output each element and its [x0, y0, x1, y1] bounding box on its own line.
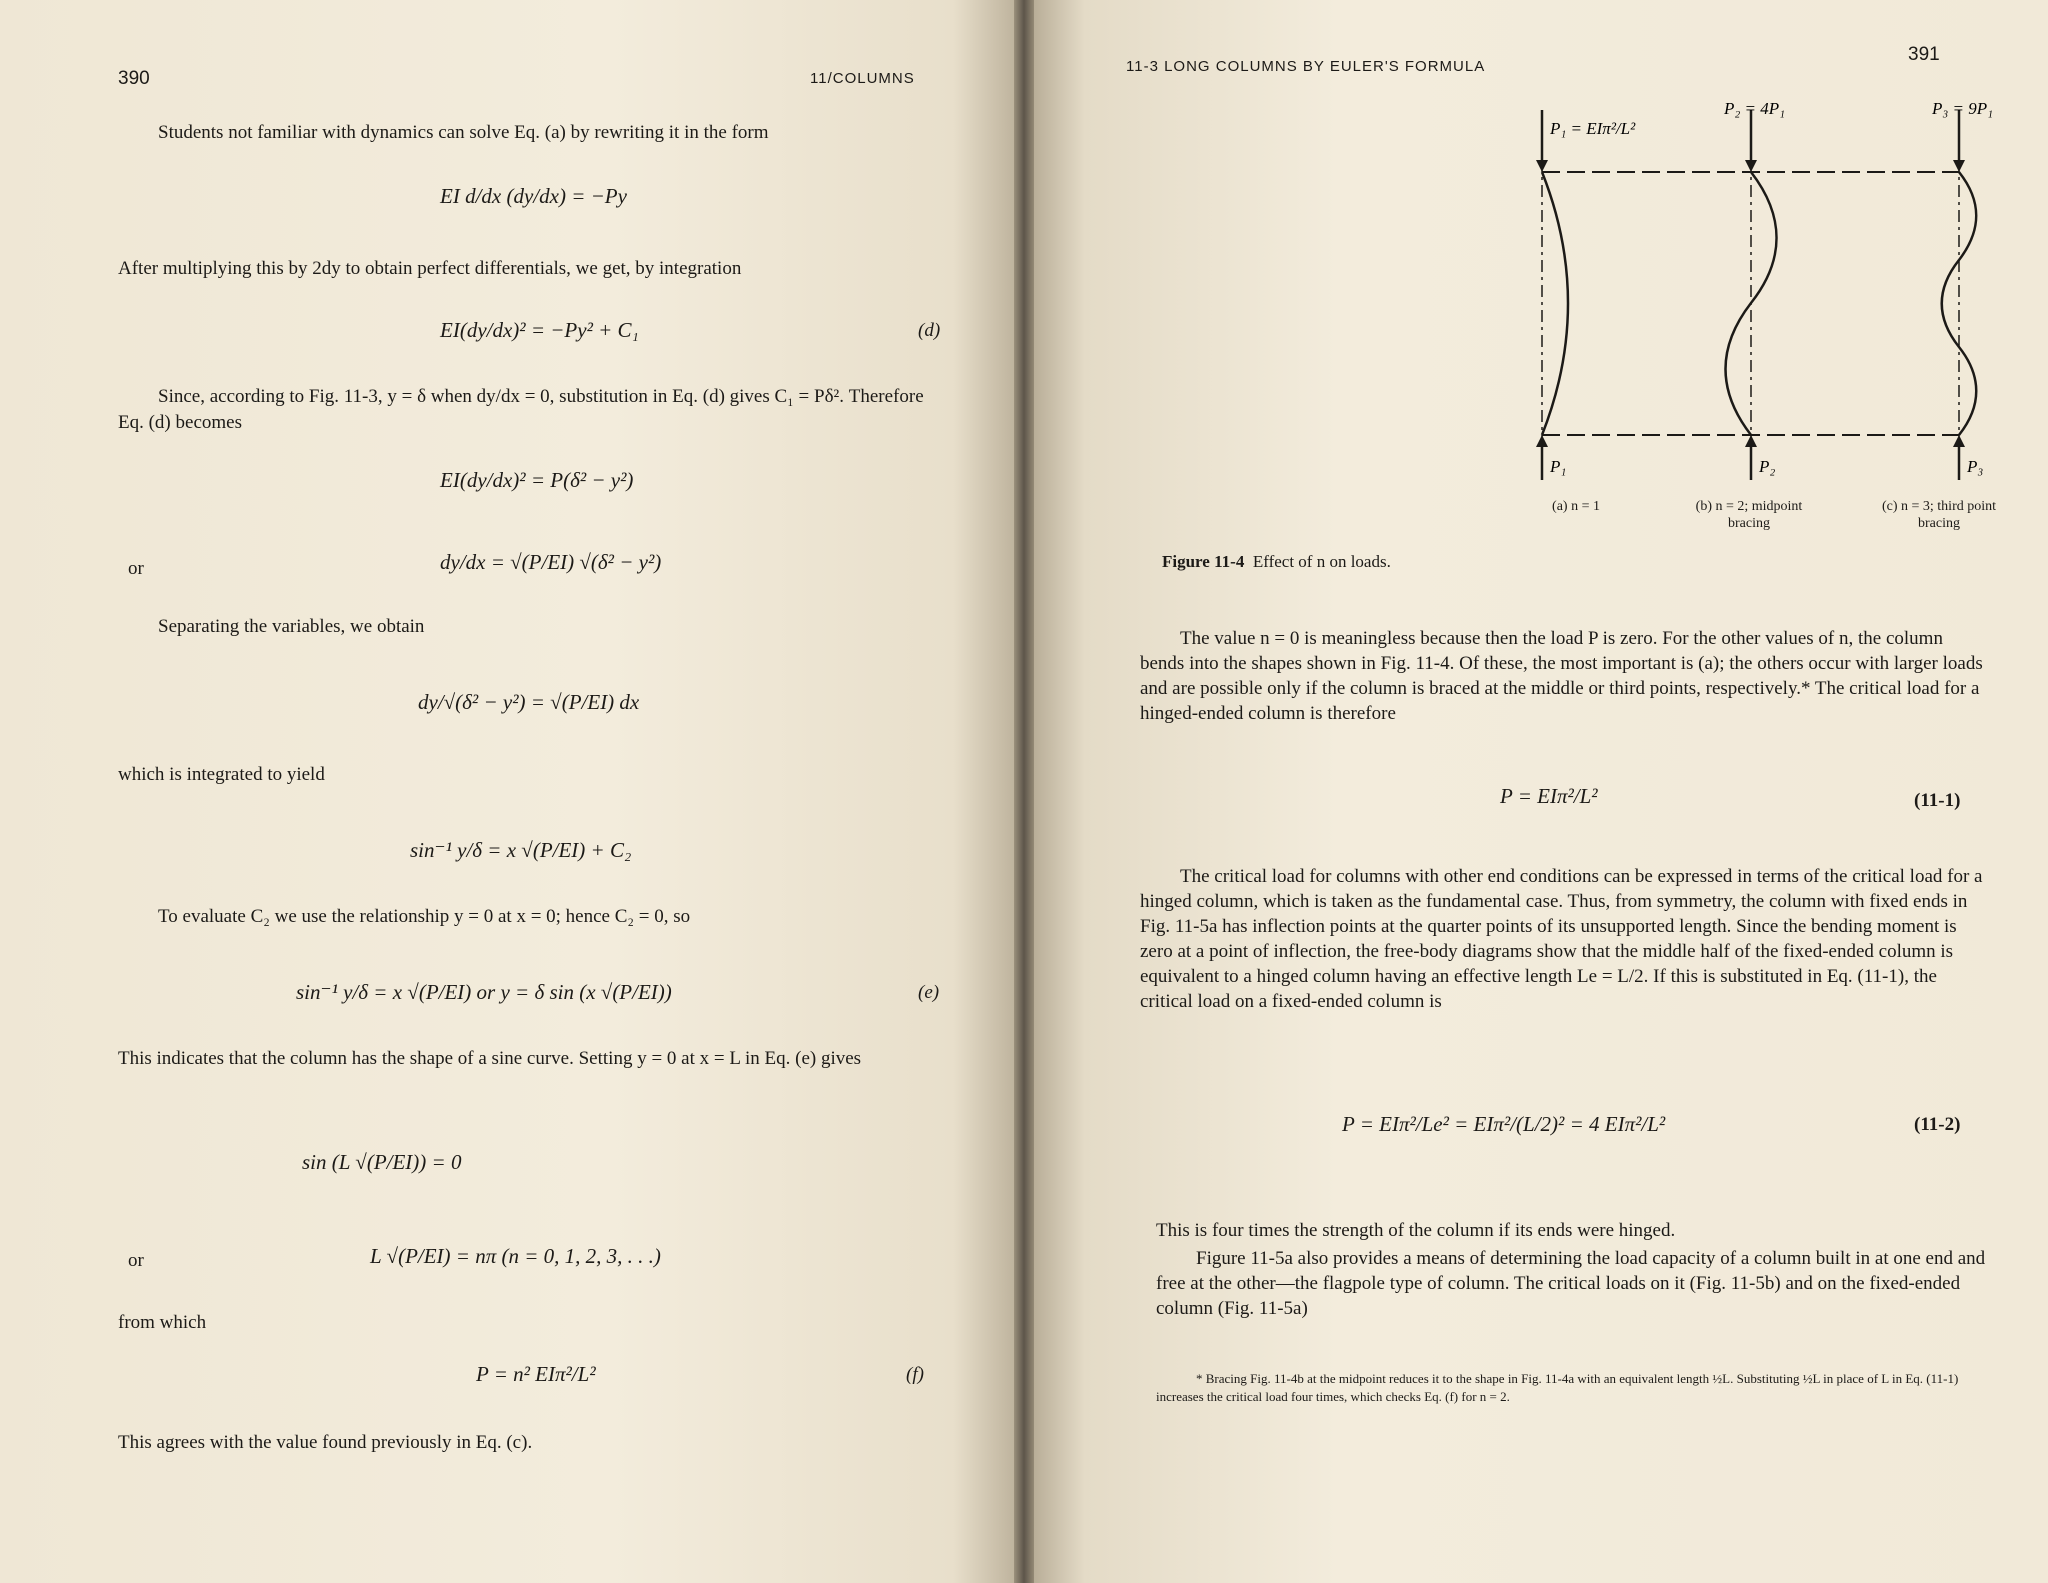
equation: dy/√(δ² − y²) = √(P/EI) dx — [418, 690, 640, 714]
paragraph: This agrees with the value found previously in Eq. (c). — [118, 1432, 533, 1453]
equation-e: sin⁻¹ y/δ = x √(P/EI) or y = δ sin (x √(P/EI)) — [296, 980, 672, 1004]
paragraph: Students not familiar with dynamics can solve Eq. (a) by rewriting it in the form — [158, 122, 769, 143]
figure-11-4 — [1524, 100, 2014, 480]
equation-label: (f) — [906, 1364, 924, 1385]
book-gutter — [1014, 0, 1034, 1583]
load-label-a: P₁ = EIπ²/L² — [1550, 119, 1636, 138]
load-label-b: P₂ = 4P₁ — [1724, 100, 1786, 118]
paragraph: Figure 11-5a also provides a means of determining the load capacity of a column built in at one end and free at the other—the flagpole type of column. The critical loads on it (Fig. 11-5b) and on the fixed-ended column (Fig. 11-5a) — [1156, 1248, 1986, 1319]
equation: EI d/dx (dy/dx) = −Py — [440, 184, 627, 208]
paragraph: This is four times the strength of the column if its ends were hinged. — [1156, 1220, 1676, 1241]
load-label-c: P₃ = 9P₁ — [1932, 100, 1994, 118]
figure-label-b: (b) n = 2; midpoint bracing — [1695, 499, 1803, 531]
paragraph: After multiplying this by 2dy to obtain perfect differentials, we get, by integration — [118, 258, 742, 279]
equation-d: EI(dy/dx)² = −Py² + C₁ — [440, 318, 639, 342]
paragraph: Separating the variables, we obtain — [158, 616, 425, 637]
equation: L √(P/EI) = nπ (n = 0, 1, 2, 3, . . .) — [370, 1244, 661, 1268]
figure-label-a: (a) n = 1 — [1552, 499, 1600, 514]
equation: EI(dy/dx)² = P(δ² − y²) — [440, 468, 634, 492]
connective: or — [128, 1250, 144, 1271]
equation-label: (d) — [918, 320, 941, 341]
equation: sin⁻¹ y/δ = x √(P/EI) + C₂ — [410, 838, 632, 862]
paragraph: The value n = 0 is meaningless because then the load P is zero. For the other values of n, the column bends into the shapes shown in Fig. 11-4. Of these, the most important is (a); the others occur with larger loads and are possible only if the column is braced at the middle or third points, respectively.* The critical load for a hinged-ended column is therefore — [1140, 628, 1983, 724]
paragraph: from which — [118, 1312, 207, 1333]
equation: sin (L √(P/EI)) = 0 — [302, 1150, 462, 1174]
left-page — [0, 0, 1014, 1583]
equation-label: (e) — [918, 982, 940, 1003]
reaction-label-a: P₁ — [1550, 457, 1567, 476]
equation-11-1: P = EIπ²/L² — [1500, 784, 1598, 808]
paragraph: which is integrated to yield — [118, 764, 325, 785]
paragraph: This indicates that the column has the shape of a sine curve. Setting y = 0 at x = L in Eq. (e) gives — [118, 1048, 862, 1069]
figure-caption — [1162, 552, 1391, 572]
page-number: 391 — [1908, 44, 1940, 65]
paragraph: Since, according to Fig. 11-3, y = δ when dy/dx = 0, substitution in Eq. (d) gives C₁ = Pδ². Therefore Eq. (d) becomes — [118, 386, 924, 433]
footnote: * Bracing Fig. 11-4b at the midpoint reduces it to the shape in Fig. 11-4a with an equivalent length ½L. Substituting ½L in place of L in Eq. (11-1) increases the critical load four times, which checks Eq. (f) for n = 2. — [1156, 1371, 1959, 1404]
page-number: 390 — [118, 68, 150, 89]
figure-caption-text: Effect of n on loads. — [1252, 552, 1391, 571]
buckled-shape-a — [1542, 172, 1568, 435]
equation-f: P = n² EIπ²/L² — [476, 1362, 596, 1386]
connective: or — [128, 558, 144, 579]
equation: dy/dx = √(P/EI) √(δ² − y²) — [440, 550, 662, 574]
equation-11-2: P = EIπ²/Le² = EIπ²/(L/2)² = 4 EIπ²/L² — [1342, 1112, 1666, 1136]
equation-label: (11-1) — [1914, 790, 1961, 811]
figure-label-c: (c) n = 3; third point bracing — [1881, 499, 1997, 531]
running-head: 11-3 LONG COLUMNS BY EULER'S FORMULA — [1126, 58, 1486, 75]
right-page — [1034, 0, 2048, 1583]
figure-caption-number: Figure 11-4 — [1162, 552, 1245, 571]
reaction-label-c: P₃ — [1967, 457, 1984, 476]
reaction-label-b: P₂ — [1759, 457, 1776, 476]
paragraph: The critical load for columns with other end conditions can be expressed in terms of the critical load for a hinged column, which is taken as the fundamental case. Thus, from symmetry, the column with fixed ends in Fig. 11-5a has inflection points at the quarter points of its unsupported length. Since the bending moment is zero at a point of inflection, the free-body diagrams show that the middle half of the fixed-ended column is equivalent to a hinged column having an effective length Le = L/2. If this is substituted in Eq. (11-1), the critical load on a fixed-ended column is — [1140, 866, 1983, 1012]
equation-label: (11-2) — [1914, 1114, 1961, 1135]
running-head: 11/COLUMNS — [810, 70, 915, 87]
paragraph: To evaluate C₂ we use the relationship y = 0 at x = 0; hence C₂ = 0, so — [158, 906, 691, 927]
